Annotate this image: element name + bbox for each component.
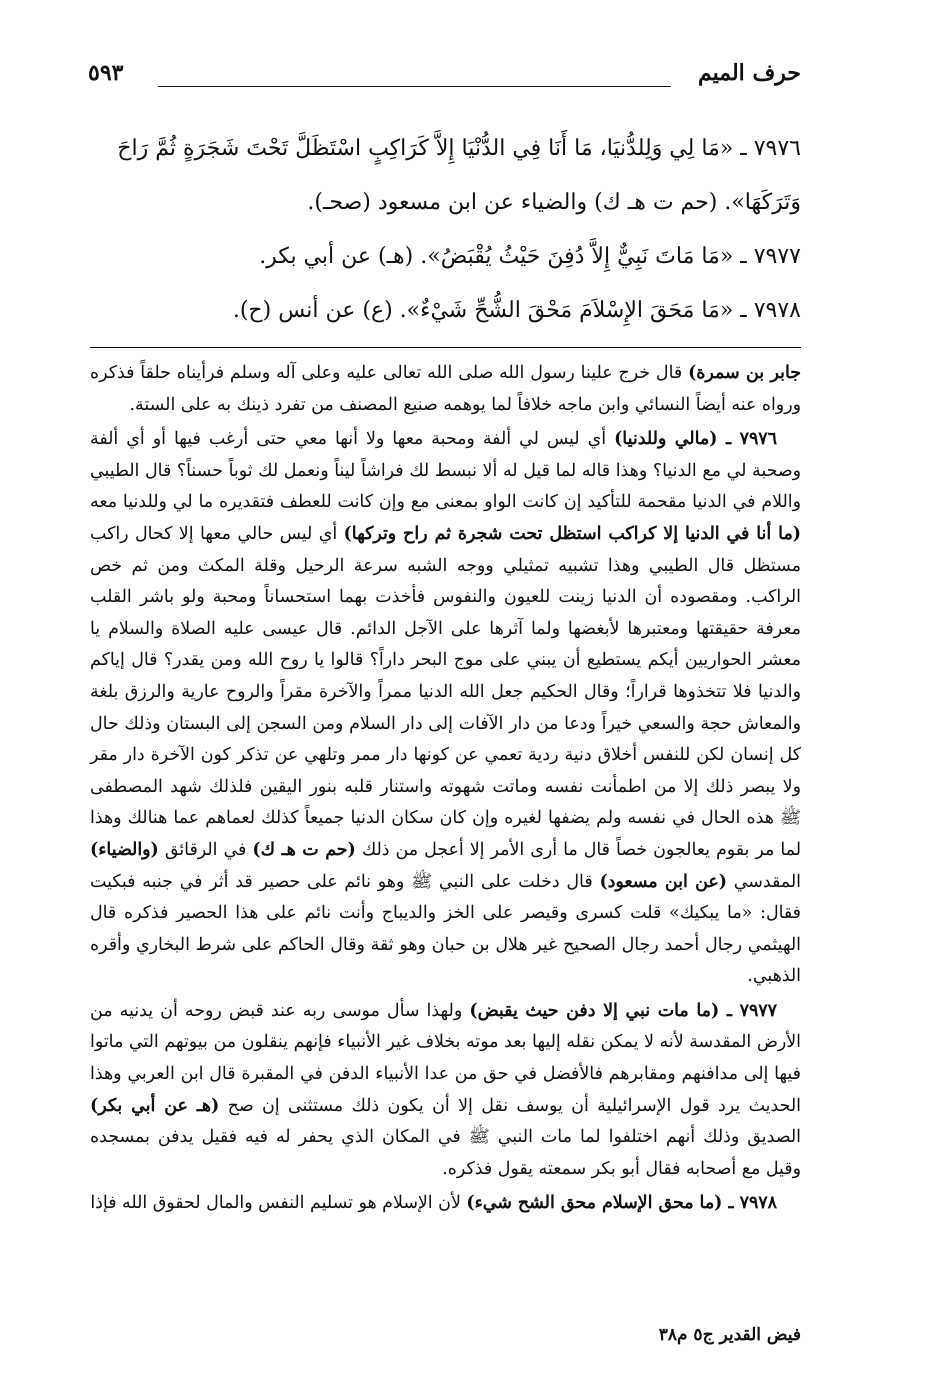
- page-footer: [90, 1320, 801, 1350]
- hadith-source: (ع) عن أنس (ح).: [232, 298, 400, 323]
- commentary-block: [90, 358, 801, 1223]
- entry-number: ٧٩٧٧: [739, 1000, 777, 1021]
- commentary-text: في الرقائق: [158, 839, 253, 860]
- commentary-text: ولهذا سأل موسى ربه عند قبض روحه أن يدنيه من الأرض المقدسة لأنه لا يمكن نقله إليها بعد موته بخلاف غير الأنبياء فإنهم ينقلون من بيوتهم التي ماتوا فيها إلى مدافنهم ومقابرهم فالأفضل في حق من عدا الأنبياء الدفن في المقبرة قال ابن العربي وهذا الحديث يرد قول الإسرائيلية أن يوسف نقل إلا أن يكون ذلك مستثنى إن صح: [90, 1000, 801, 1116]
- commentary-paragraph: [90, 358, 801, 421]
- commentary-highlight: (مالي وللدنيا): [614, 429, 718, 450]
- commentary-text: أي ليس لي ألفة ومحبة معها ولا أنها معي حتى أرغب فيها أو أي ألفة وصحبة لي مع الدنيا؟ وهذا قاله لما قيل له ألا نبسط لك فراشاً ليناً ونعمل لك ثوباً حسناً؟ قال الطيبي واللام في الدنيا مقحمة للتأكيد إن كانت الواو بمعنى مع وإن كانت للعطف فتقديره ما لي وللدنيا معه: [90, 429, 801, 513]
- hadith-entry: [90, 284, 801, 338]
- commentary-text: المقدسي: [727, 871, 801, 892]
- commentary-paragraph: [90, 1188, 801, 1220]
- page-number: ٥٩٣: [88, 60, 124, 86]
- commentary-highlight: (حم ت هـ ك): [252, 839, 356, 860]
- commentary-paragraph: [90, 424, 801, 993]
- hadith-separator: ـ: [733, 136, 754, 161]
- commentary-highlight: جابر بن سمرة): [688, 363, 801, 383]
- hadith-number: ٧٩٧٧: [753, 244, 801, 269]
- commentary-highlight: (والضياء): [90, 839, 159, 860]
- hadith-source: (هـ) عن أبي بكر.: [259, 244, 421, 269]
- hadith-entry: [90, 122, 801, 230]
- hadith-text: «مَا مَحَقَ الإِسْلاَمَ مَحْقَ الشُّحِّ شَيْءٌ».: [399, 298, 734, 323]
- hadith-separator: ـ: [733, 244, 754, 269]
- hadith-source: (حم ت هـ ك) والضياء عن ابن مسعود (صحـ).: [307, 190, 725, 215]
- commentary-highlight: (هـ عن أبي بكر): [90, 1095, 220, 1116]
- section-divider: [90, 347, 801, 348]
- commentary-text: لأن الإسلام هو تسليم النفس والمال لحقوق الله فإذا: [90, 1193, 467, 1214]
- entry-separator: ـ: [722, 1193, 740, 1214]
- page-header: [88, 56, 801, 96]
- hadith-entry: [90, 230, 801, 284]
- commentary-highlight: (عن ابن مسعود): [599, 871, 728, 892]
- chapter-title: حرف الميم: [697, 60, 801, 86]
- commentary-text: قال دخلت على النبي ﷺ وهو نائم على حصير قد أثر في جنبه فبكيت فقال: «ما يبكيك» قلت كسرى وقيصر على الخز والديباج وأنت نائم على هذا الحصير فذكره قال الهيثمي رجال أحمد رجال الصحيح غير هلال بن حبان وهو ثقة وقال الحاكم على شرط البخاري وأقره الذهبي.: [90, 871, 801, 987]
- hadith-text: «مَا لِي وَلِلدُّنيَا، مَا أَنَا فِي الدُّنْيَا إِلاَّ كَرَاكِبٍ اسْتَظَلَّ تَحْتَ شَجَرَةٍ ثُمَّ رَاحَ وَتَرَكَهَا».: [117, 136, 801, 215]
- commentary-text: قال خرج علينا رسول الله صلى الله تعالى عليه وعلى آله وسلم فرأيناه حلقاً فذكره ورواه عنه أيضاً النسائي وابن ماجه خلافاً لما يوهمه صنيع المصنف من تفرد ذينك به على الستة.: [90, 363, 801, 415]
- hadith-separator: ـ: [733, 298, 754, 323]
- commentary-highlight: (ما أنا في الدنيا إلا كراكب استظل تحت شجرة ثم راح وتركها): [343, 523, 801, 544]
- commentary-text: أي ليس حالي معها إلا كحال راكب مستظل قال الطيبي وهذا تشبيه تمثيلي ووجه الشبه سرعة الرحيل وقلة المكث ومن ثم خص الراكب. ومقصوده أن الدنيا زينت للعيون والنفوس فأخذت بهما استحساناً ومحبة ولو باشر القلب معرفة حقيقتها ومعتبرها لأبغضها ولما آثرها على الآجل الدائم. قال عيسى عليه الصلاة والسلام يا معشر الحواريين أيكم يستطيع أن يبني على موج البحر داراً؟ قالوا يا روح الله ومن يقدر؟ قال إياكم والدنيا فلا تتخذوها قراراً؛ وقال الحكيم جعل الله الدنيا ممراً والآخرة مقراً والروح عارية والرزق بلغة والمعاش حجة والسعي خيراً ودعا من دار الآفات إلى دار السلام ومن السجن إلى البستان وذلك حال كل إنسان لكن للنفس أخلاق دنية ردية تعمي عن كونها دار ممر وتلهي عن تذكر كون الآخرة دار مقر ولا يبصر ذلك إلا من اطمأنت نفسه وماتت شهوته واستنار قلبه بنور اليقين فلذلك شهد المصطفى ﷺ هذه الحال في نفسه ولم يضفها لغيره وإن كان سكان الدنيا جميعاً كذلك لعماهم عما هنالك وهذا لما مر بقوم يعالجون خصاً قال ما أرى الأمر إلا أعجل من ذلك: [90, 523, 801, 860]
- hadith-text-block: [90, 122, 801, 338]
- footer-signature: فيض القدير ج٥ م٣٨: [658, 1325, 801, 1345]
- hadith-number: ٧٩٧٦: [753, 136, 801, 161]
- entry-number: ٧٩٧٨: [739, 1193, 777, 1214]
- hadith-number: ٧٩٧٨: [753, 298, 801, 323]
- entry-separator: ـ: [719, 1000, 740, 1021]
- hadith-text: «مَا مَاتَ نَبِيٌّ إِلاَّ دُفِنَ حَيْثُ يُقْبَضُ».: [420, 244, 734, 269]
- commentary-highlight: (ما مات نبي إلا دفن حيث يقبض): [469, 1000, 720, 1021]
- header-rule: [158, 86, 671, 87]
- entry-separator: ـ: [717, 429, 740, 450]
- commentary-paragraph: [90, 996, 801, 1186]
- commentary-highlight: (ما محق الإسلام محق الشح شيء): [466, 1193, 723, 1214]
- commentary-text: الصديق وذلك أنهم اختلفوا لما مات النبي ﷺ في المكان الذي يحفر له فيه فقيل يدفن بمسجده وقيل مع أصحابه فقال أبو بكر سمعته يقول فذكره.: [90, 1127, 801, 1179]
- entry-number: ٧٩٧٦: [739, 429, 777, 450]
